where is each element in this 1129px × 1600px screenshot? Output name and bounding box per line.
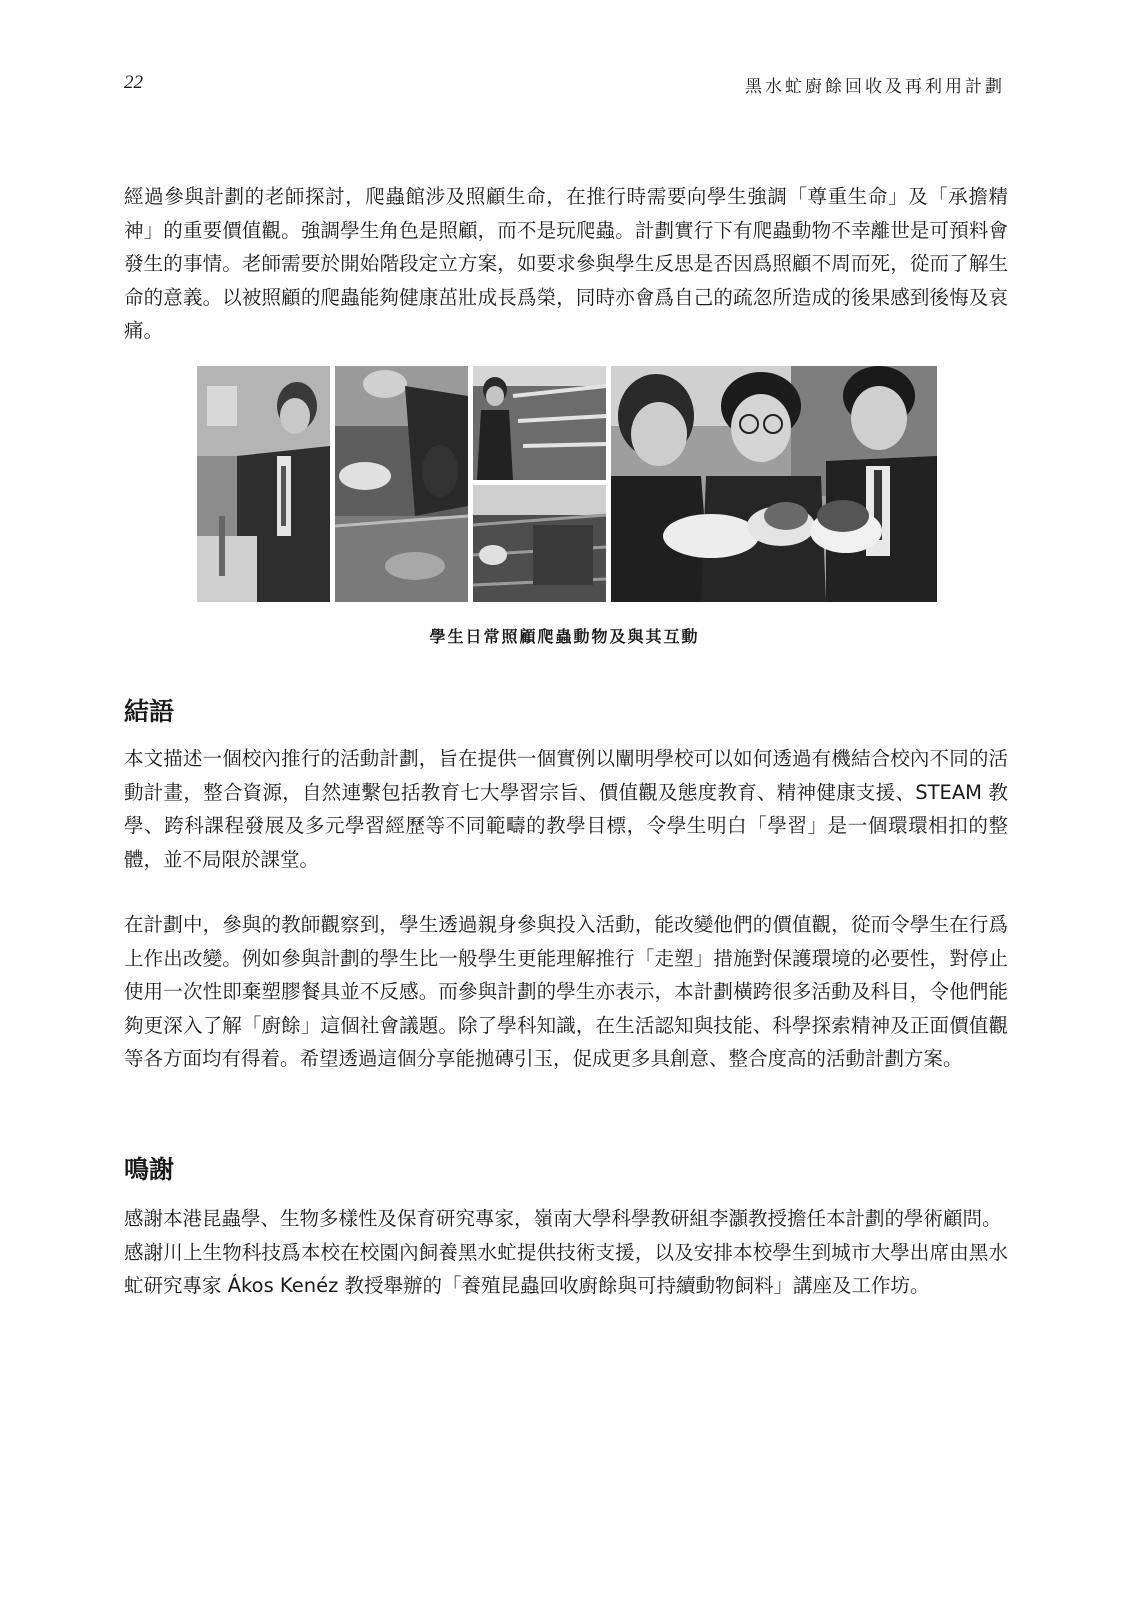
figure-caption: 學生日常照顧爬蟲動物及與其互動 [429,627,700,646]
conclusion-heading: 結語 [124,697,175,726]
acknowledgement-line-1: 感謝本港昆蟲學、生物多樣性及保育研究專家，嶺南大學科學教研組李灝教授擔任本計劃的學術顧問。 [124,1207,1002,1230]
acknowledgements-body [124,1202,1008,1303]
photo-collage [197,366,937,602]
acknowledgements-heading: 鳴謝 [124,1155,175,1184]
page-number: 22 [124,72,143,93]
photo-reptile-tanks [473,366,606,480]
running-header: 黑水虻廚餘回收及再利用計劃 [745,77,1005,97]
acknowledgement-line-2: 感謝川上生物科技爲本校在校園內飼養黑水虻提供技術支援，以及安排本校學生到城市大學出席由黑水虻研究專家 Ákos Kenéz 教授舉辦的「養殖昆蟲回收廚餘與可持續動物飼料」講座及工作坊。 [124,1240,1008,1298]
photo-student-tray [197,366,330,602]
intro-paragraph: 經過參與計劃的老師探討，爬蟲館涉及照顧生命，在推行時需要向學生強調「尊重生命」及「承擔精神」的重要價值觀。強調學生角色是照顧，而不是玩爬蟲。計劃實行下有爬蟲動物不幸離世是可預料會發生的事情。老師需要於開始階段定立方案，如要求參與學生反思是否因爲照顧不周而死，從而了解生命的意義。以被照顧的爬蟲能夠健康茁壯成長爲榮，同時亦會爲自己的疏忽所造成的後果感到後悔及哀痛。 [124,185,1008,343]
photo-students-with-reptiles [611,366,937,602]
photo-terrarium [473,485,606,602]
conclusion-paragraph-2: 在計劃中，參與的教師觀察到，學生透過親身參與投入活動，能改變他們的價值觀，從而令學生在行爲上作出改變。例如參與計劃的學生比一般學生更能理解推行「走塑」措施對保護環境的必要性，對停止使用一次性即棄塑膠餐具並不反感。而參與計劃的學生亦表示，本計劃橫跨很多活動及科目，令他們能夠更深入了解「廚餘」這個社會議題。除了學科知識，在生活認知與技能、科學探索精神及正面價值觀等各方面均有得着。希望透過這個分享能拋磚引玉，促成更多具創意、整合度高的活動計劃方案。 [124,913,1008,1071]
photo-gloved-hands [335,366,468,602]
conclusion-paragraph-1: 本文描述一個校內推行的活動計劃，旨在提供一個實例以闡明學校可以如何透過有機結合校內不同的活動計畫，整合資源，自然連繫包括教育七大學習宗旨、價值觀及態度教育、精神健康支援、STEAM 教學、跨科課程發展及多元學習經歷等不同範疇的教學目標，令學生明白「學習」是一個環環相扣的整體，並不局限於課堂。 [124,747,1008,871]
